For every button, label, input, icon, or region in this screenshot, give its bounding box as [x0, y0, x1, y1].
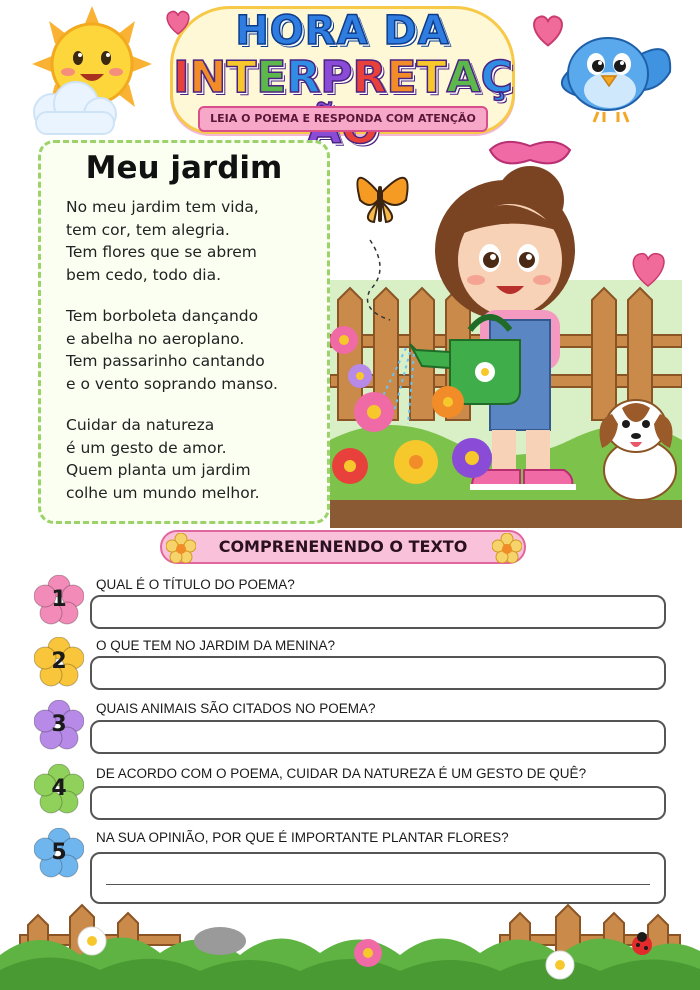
flower-icon — [166, 533, 196, 563]
question-number: 2 — [51, 649, 67, 674]
poem-line: é um gesto de amor. — [66, 438, 227, 457]
question-text: QUAL É O TÍTULO DO POEMA? — [96, 577, 295, 592]
title-letter: N — [189, 52, 227, 103]
answer-field-2[interactable] — [90, 656, 666, 690]
poem-line: tem cor, tem alegria. — [66, 220, 230, 239]
poem-line: bem cedo, todo dia. — [66, 265, 222, 284]
bird-icon — [548, 12, 678, 128]
poem-line: Cuidar da natureza — [66, 416, 215, 434]
garden-illustration — [330, 140, 682, 528]
title-line-2 — [172, 52, 514, 154]
poem-line: No meu jardim tem vida, — [66, 198, 259, 216]
section-title: COMPRENENENDO O TEXTO — [160, 530, 526, 564]
question-number: 5 — [51, 840, 67, 865]
question-number-badge — [34, 637, 84, 687]
title-letter: E — [256, 52, 287, 103]
subtitle-ribbon: LEIA O POEMA E RESPONDA COM ATENÇÃO — [198, 106, 488, 132]
title-line-1: HORA DA — [235, 8, 450, 54]
poem-line: e o vento soprando manso. — [66, 374, 278, 393]
question-number: 3 — [51, 712, 67, 737]
title-letter: T — [226, 52, 257, 103]
poem-stanza — [66, 196, 326, 286]
poem-line: colhe um mundo melhor. — [66, 483, 260, 502]
question-text: DE ACORDO COM O POEMA, CUIDAR DA NATUREZA É UM GESTO DE QUÊ? — [96, 766, 587, 781]
poem-line: Quem planta um jardim — [66, 461, 251, 479]
title-letter: I — [173, 52, 190, 103]
poem-line: e abelha no aeroplano. — [66, 329, 245, 348]
poem-line: Tem passarinho cantando — [66, 352, 265, 370]
poem-line: Tem borboleta dançando — [66, 307, 259, 325]
question-number: 4 — [51, 776, 67, 801]
poem-stanza — [66, 305, 326, 395]
title-letter: T — [416, 52, 447, 103]
poem-line: Tem flores que se abrem — [66, 243, 257, 261]
title-letter: R — [352, 52, 387, 103]
title-letter: R — [286, 52, 321, 103]
answer-field-1[interactable] — [90, 595, 666, 629]
flower-icon — [492, 533, 522, 563]
question-number-badge — [34, 575, 84, 625]
title-letter: E — [386, 52, 417, 103]
garden-footer — [0, 895, 700, 990]
question-text: NA SUA OPINIÃO, POR QUE É IMPORTANTE PLANTAR FLORES? — [96, 830, 509, 845]
poem-title: Meu jardim — [85, 150, 283, 186]
title-letter: P — [320, 52, 353, 103]
question-number: 1 — [51, 587, 67, 612]
title-letter: Ç — [480, 52, 513, 103]
answer-field-3[interactable] — [90, 720, 666, 754]
question-number-badge — [34, 764, 84, 814]
sun-icon — [22, 4, 162, 140]
poem-stanza — [66, 414, 326, 504]
answer-line — [106, 884, 650, 885]
question-text: QUAIS ANIMAIS SÃO CITADOS NO POEMA? — [96, 701, 376, 716]
question-number-badge — [34, 700, 84, 750]
question-number-badge — [34, 828, 84, 878]
answer-field-4[interactable] — [90, 786, 666, 820]
heart-icon — [163, 8, 193, 36]
question-text: O QUE TEM NO JARDIM DA MENINA? — [96, 638, 336, 653]
title-letter: A — [446, 52, 481, 103]
